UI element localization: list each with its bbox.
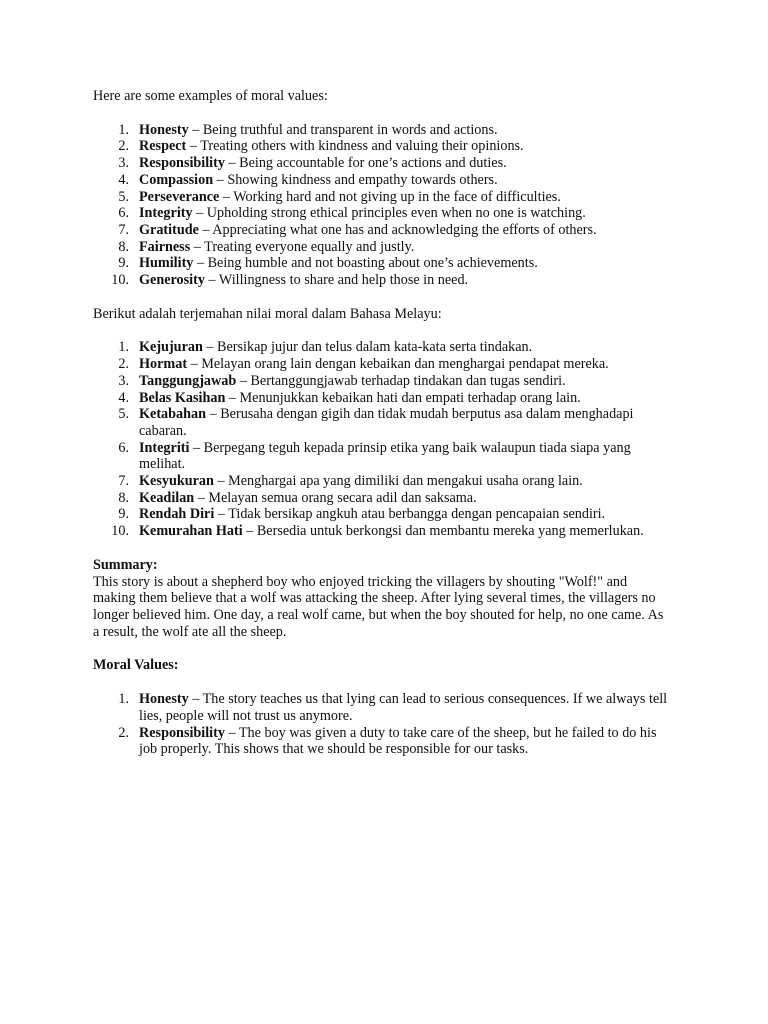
value-term: Tanggungjawab (139, 372, 237, 389)
value-description: – Bertanggungjawab terhadap tindakan dan tugas sendiri. (236, 372, 566, 389)
value-description: – The boy was given a duty to take care of the sheep, but he failed to do his job properly. This shows that we should be responsible for our tasks. (139, 724, 657, 758)
value-term: Kemurahan Hati (139, 523, 243, 540)
moral-values-heading: Moral Values: (93, 657, 179, 674)
value-description: – Showing kindness and empathy towards others. (213, 171, 498, 188)
summary-heading: Summary: (93, 556, 158, 573)
value-term: Keadilan (139, 489, 195, 506)
value-description: – Upholding strong ethical principles even when no one is watching. (192, 205, 586, 222)
list-item: 9. Humility – Being humble and not boasting about one’s achievements. (118, 255, 538, 272)
value-term: Gratitude (139, 221, 199, 238)
list-item: 1. Kejujuran – Bersikap jujur dan telus dalam kata-kata serta tindakan. (118, 339, 533, 356)
value-description: – Bersedia untuk berkongsi dan membantu mereka yang memerlukan. (242, 523, 644, 540)
value-description: – Treating others with kindness and valuing their opinions. (186, 138, 524, 155)
value-description: – Melayan semua orang secara adil dan saksama. (194, 489, 477, 506)
value-description: – Bersikap jujur dan telus dalam kata-kata serta tindakan. (202, 339, 533, 356)
value-term: Perseverance (139, 188, 220, 205)
value-term: Generosity (139, 272, 205, 289)
summary-text: This story is about a shepherd boy who enjoyed tricking the villagers by shouting "Wolf!" and making them believe that a wolf was attacking the sheep. After lying several times, the villagers no longer believed him. One day, a real wolf came, but when the boy shouted for help, no one came. As a result, the wolf ate all the sheep. (93, 573, 664, 640)
value-description: – Berpegang teguh kepada prinsip etika yang baik walaupun tiada siapa yang melihat. (139, 439, 631, 473)
list-item: 5. Perseverance – Working hard and not giving up in the face of difficulties. (118, 188, 561, 205)
value-term: Humility (139, 255, 194, 272)
list-item: 2. Respect – Treating others with kindness and valuing their opinions. (118, 138, 524, 155)
list-item: 6. Integriti – Berpegang teguh kepada prinsip etika yang baik walaupun tiada siapa yang melihat. (118, 439, 631, 473)
moral-values-malay-list (93, 339, 673, 539)
document-page (93, 88, 673, 758)
value-description: – Berusaha dengan gigih dan tidak mudah berputus asa dalam menghadapi cabaran. (139, 406, 634, 439)
value-description: – Menunjukkan kebaikan hati dan empati terhadap orang lain. (225, 389, 581, 406)
value-term: Fairness (139, 238, 191, 255)
value-description: – Menghargai apa yang dimiliki dan mengakui usaha orang lain. (213, 473, 583, 490)
moral-values-english-list (93, 122, 673, 289)
value-term: Honesty (139, 691, 189, 708)
value-description: – The story teaches us that lying can lead to serious consequences. If we always tell lies, people will not trust us anymore. (139, 691, 668, 724)
list-item: 1. Honesty – The story teaches us that lying can lead to serious consequences. If we always tell lies, people will not trust us anymore. (118, 691, 668, 724)
value-description: – Willingness to share and help those in need. (204, 272, 469, 289)
list-item: 10. Generosity – Willingness to share and help those in need. (111, 272, 469, 289)
value-description: – Being humble and not boasting about one’s achievements. (193, 255, 538, 272)
list-item: 7. Kesyukuran – Menghargai apa yang dimiliki dan mengakui usaha orang lain. (118, 473, 583, 490)
list-item: 7. Gratitude – Appreciating what one has and acknowledging the efforts of others. (118, 221, 597, 238)
value-term: Ketabahan (139, 406, 207, 423)
value-term: Hormat (139, 356, 188, 373)
list-item: 4. Compassion – Showing kindness and empathy towards others. (118, 171, 498, 188)
intro-english: Here are some examples of moral values: (93, 88, 328, 104)
story-moral-values-list (93, 691, 673, 758)
value-term: Compassion (139, 171, 214, 188)
list-item: 3. Tanggungjawab – Bertanggungjawab terhadap tindakan dan tugas sendiri. (118, 372, 566, 389)
value-description: – Being truthful and transparent in words and actions. (188, 121, 498, 138)
value-term: Honesty (139, 121, 189, 138)
list-item: 4. Belas Kasihan – Menunjukkan kebaikan hati dan empati terhadap orang lain. (118, 389, 581, 406)
list-item: 2. Hormat – Melayan orang lain dengan kebaikan dan menghargai pendapat mereka. (118, 356, 609, 373)
list-item: 3. Responsibility – Being accountable for one’s actions and duties. (118, 155, 507, 172)
list-item: 8. Fairness – Treating everyone equally and justly. (118, 238, 415, 255)
intro-malay: Berikut adalah terjemahan nilai moral dalam Bahasa Melayu: (93, 305, 442, 322)
value-term: Rendah Diri (139, 506, 215, 523)
list-item: 1. Honesty – Being truthful and transparent in words and actions. (118, 121, 498, 138)
value-term: Responsibility (139, 155, 225, 172)
list-item: 2. Responsibility – The boy was given a duty to take care of the sheep, but he failed to do his job properly. This shows that we should be responsible for our tasks. (118, 724, 657, 758)
list-item: 9. Rendah Diri – Tidak bersikap angkuh atau berbangga dengan pencapaian sendiri. (118, 506, 606, 523)
value-term: Kesyukuran (139, 473, 214, 490)
value-term: Integrity (139, 205, 193, 222)
value-description: – Melayan orang lain dengan kebaikan dan menghargai pendapat mereka. (187, 356, 609, 373)
value-description: – Working hard and not giving up in the face of difficulties. (219, 188, 561, 205)
value-description: – Appreciating what one has and acknowledging the efforts of others. (198, 221, 597, 238)
value-term: Responsibility (139, 724, 225, 741)
value-term: Respect (139, 138, 187, 155)
value-term: Kejujuran (139, 339, 203, 356)
value-term: Belas Kasihan (139, 389, 226, 406)
list-item: 8. Keadilan – Melayan semua orang secara adil dan saksama. (118, 489, 477, 506)
list-item: 6. Integrity – Upholding strong ethical principles even when no one is watching. (118, 205, 586, 222)
list-item: 10. Kemurahan Hati – Bersedia untuk berkongsi dan membantu mereka yang memerlukan. (111, 523, 644, 540)
value-description: – Treating everyone equally and justly. (190, 238, 415, 255)
value-description: – Being accountable for one’s actions and duties. (224, 155, 507, 172)
list-item: 5. Ketabahan – Berusaha dengan gigih dan tidak mudah berputus asa dalam menghadapi cabaran. (118, 406, 634, 439)
value-term: Integriti (139, 439, 190, 456)
value-description: – Tidak bersikap angkuh atau berbangga dengan pencapaian sendiri. (214, 506, 606, 523)
